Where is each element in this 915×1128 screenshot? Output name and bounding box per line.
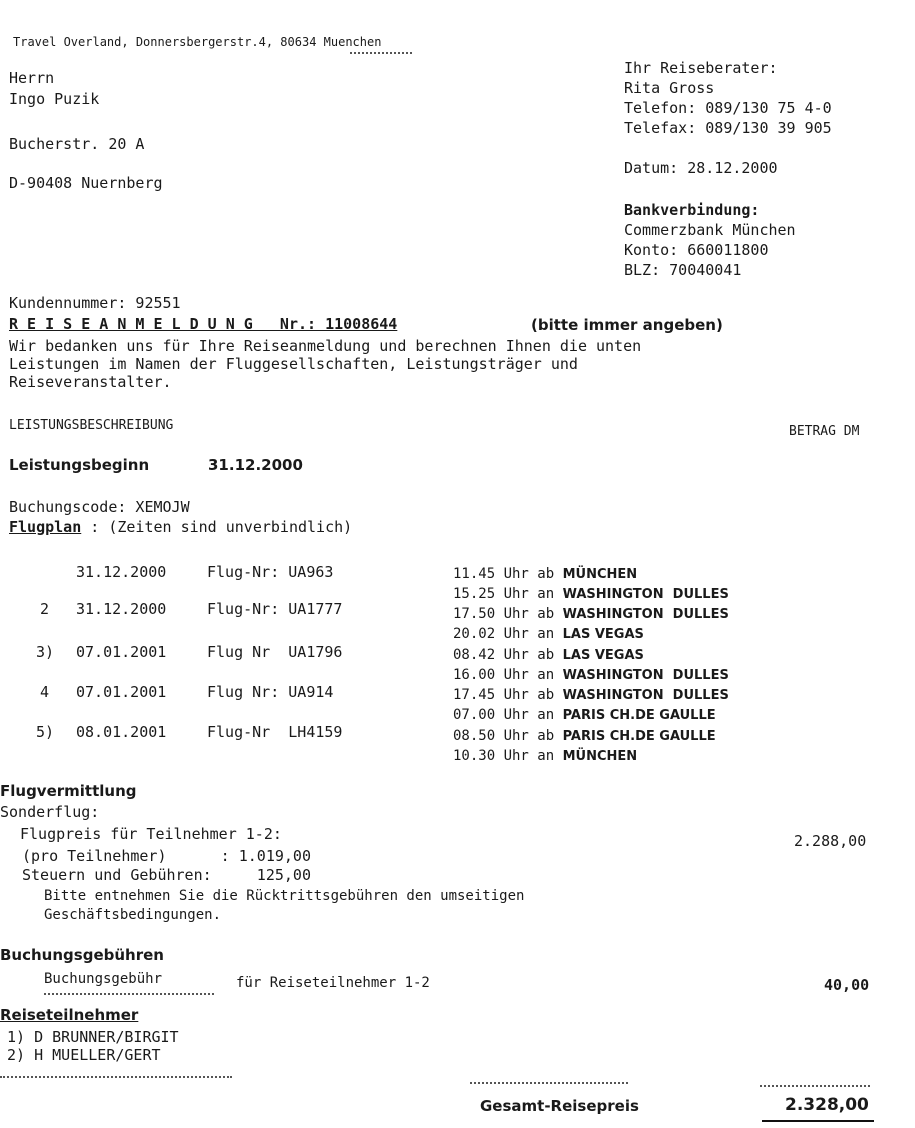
flight-num: 3) <box>36 643 55 661</box>
schedule-row: 10.30 Uhr an MÜNCHEN <box>453 748 638 764</box>
total-amount: 2.328,00 <box>785 1095 869 1115</box>
price-label: Flugpreis für Teilnehmer 1-2: <box>20 825 282 843</box>
flight-type: Sonderflug: <box>0 803 100 821</box>
price-amount: 2.288,00 <box>794 832 867 850</box>
document-title: R E I S E A N M E L D U N G Nr.: 11008644 <box>9 315 398 333</box>
flight-number: Flug-Nr: UA1777 <box>207 600 343 618</box>
customer-number: Kundennummer: 92551 <box>9 294 181 312</box>
bank-name: Commerzbank München <box>624 221 796 239</box>
flightplan-note: : (Zeiten sind unverbindlich) <box>81 518 353 536</box>
participant-2: 2) H MUELLER/GERT <box>7 1046 161 1064</box>
advisor-fax: Telefax: 089/130 39 905 <box>624 119 832 137</box>
total-amount-underline <box>762 1120 874 1122</box>
flight-date: 31.12.2000 <box>76 600 167 618</box>
flight-number: Flug Nr: UA914 <box>207 683 334 701</box>
intro-line-2: Leistungen im Namen der Fluggesellschaften, Leistungsträger und <box>9 355 578 373</box>
schedule-row: 08.50 Uhr ab PARIS CH.DE GAULLE <box>453 728 716 744</box>
total-amount-divider <box>760 1085 870 1087</box>
schedule-row: 17.50 Uhr ab WASHINGTON DULLES <box>453 606 729 622</box>
booking-fee-desc: für Reiseteilnehmer 1-2 <box>236 975 430 991</box>
flight-number: Flug Nr UA1796 <box>207 643 343 661</box>
participant-1: 1) D BRUNNER/BIRGIT <box>7 1028 179 1046</box>
flight-number: Flug-Nr LH4159 <box>207 723 343 741</box>
sender-line: Travel Overland, Donnersbergerstr.4, 80634 Muenchen <box>13 35 382 49</box>
section-header: LEISTUNGSBESCHREIBUNG <box>9 418 174 433</box>
booking-fee-label: Buchungsgebühr <box>44 971 163 987</box>
booking-code: Buchungscode: XEMOJW <box>9 498 190 516</box>
service-start-date: 31.12.2000 <box>208 456 303 474</box>
booking-fees-heading: Buchungsgebühren <box>0 946 164 964</box>
advisor-label: Ihr Reiseberater: <box>624 59 778 77</box>
advisor-phone: Telefon: 089/130 75 4-0 <box>624 99 832 117</box>
recipient-city: D-90408 Nuernberg <box>9 174 163 192</box>
schedule-row: 08.42 Uhr ab LAS VEGAS <box>453 647 644 663</box>
schedule-row: 11.45 Uhr ab MÜNCHEN <box>453 566 638 582</box>
participants-divider <box>0 1076 232 1078</box>
booking-fee-underline <box>44 993 214 995</box>
flightplan-label: Flugplan <box>9 518 82 536</box>
recipient-name: Ingo Puzik <box>9 90 100 108</box>
schedule-row: 15.25 Uhr an WASHINGTON DULLES <box>453 586 729 602</box>
schedule-row: 16.00 Uhr an WASHINGTON DULLES <box>453 667 729 683</box>
flight-num: 4 <box>40 683 50 701</box>
flight-date: 07.01.2001 <box>76 683 167 701</box>
schedule-row: 20.02 Uhr an LAS VEGAS <box>453 626 644 642</box>
flight-date: 31.12.2000 <box>76 563 167 581</box>
bank-label: Bankverbindung: <box>624 201 760 219</box>
intro-line-1: Wir bedanken uns für Ihre Reiseanmeldung und berechnen Ihnen die unten <box>9 337 642 355</box>
bank-account: Konto: 660011800 <box>624 241 769 259</box>
flight-num: 2 <box>40 600 50 618</box>
advisor-name: Rita Gross <box>624 79 715 97</box>
flight-number: Flug-Nr: UA963 <box>207 563 334 581</box>
bank-blz: BLZ: 70040041 <box>624 261 742 279</box>
flight-date: 07.01.2001 <box>76 643 167 661</box>
flightplan-heading <box>9 520 352 535</box>
flight-date: 08.01.2001 <box>76 723 167 741</box>
schedule-row: 07.00 Uhr an PARIS CH.DE GAULLE <box>453 707 716 723</box>
taxes-fees: Steuern und Gebühren: 125,00 <box>22 866 311 884</box>
cancellation-note-2: Geschäftsbedingungen. <box>44 907 222 923</box>
booking-fee-amount: 40,00 <box>824 976 870 994</box>
total-label-divider <box>470 1082 628 1084</box>
service-start-label: Leistungsbeginn <box>9 456 150 474</box>
price-per-person: (pro Teilnehmer) : 1.019,00 <box>22 847 311 865</box>
document-date: Datum: 28.12.2000 <box>624 159 778 177</box>
flight-mediation-heading: Flugvermittlung <box>0 782 137 800</box>
recipient-salutation: Herrn <box>9 69 55 87</box>
intro-line-3: Reiseveranstalter. <box>9 373 172 391</box>
participants-heading: Reiseteilnehmer <box>0 1006 139 1024</box>
schedule-row: 17.45 Uhr ab WASHINGTON DULLES <box>453 687 729 703</box>
cancellation-note-1: Bitte entnehmen Sie die Rücktrittsgebühren den umseitigen <box>44 888 525 904</box>
title-note: (bitte immer angeben) <box>531 316 723 334</box>
recipient-street: Bucherstr. 20 A <box>9 135 145 153</box>
amount-header: BETRAG DM <box>789 424 860 439</box>
total-label: Gesamt-Reisepreis <box>480 1097 639 1115</box>
flight-num: 5) <box>36 723 55 741</box>
sender-underline <box>350 52 412 54</box>
